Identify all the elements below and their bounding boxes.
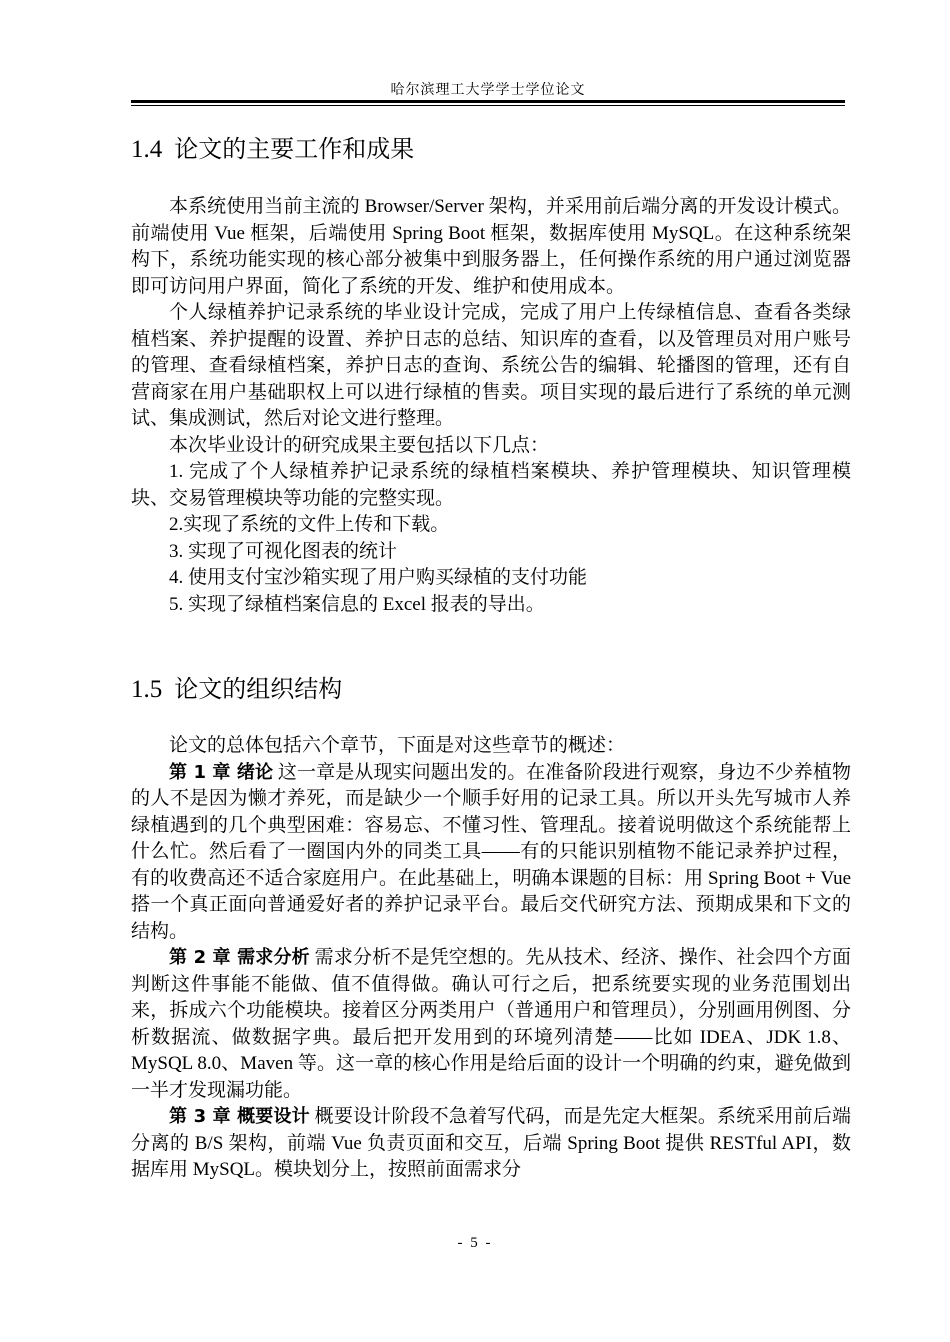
list-item: 1. 完成了个人绿植养护记录系统的绿植档案模块、养护管理模块、知识管理模块、交易管理模块等功能的完整实现。 (131, 461, 851, 509)
section-1-4-body (131, 194, 851, 618)
paragraph: 本系统使用当前主流的 Browser/Server 架构，并采用前后端分离的开发设计模式。前端使用 Vue 框架，后端使用 Spring Boot 框架，数据库使用 MySQL。在这种系统架构下，系统功能实现的核心部分被集中到服务器上，任何操作系统的用户通过浏览器即可访问用户界面，简化了系统的开发、维护和使用成本。 (131, 196, 851, 297)
chapter-text: 需求分析不是凭空想的。先从技术、经济、操作、社会四个方面判断这件事能不能做、值不值得做。确认可行之后，把系统要实现的业务范围划出来，拆成六个功能模块。接着区分两类用户（普通用户和管理员），分别画用例图、分析数据流、做数据字典。最后把开发用到的环境列清楚——比如 IDEA、JDK 1.8、MySQL 8.0、Maven 等。这一章的核心作用是给后面的设计一个明确的约束，避免做到一半才发现漏功能。 (131, 947, 851, 1101)
section-title: 论文的组织结构 (174, 675, 343, 703)
section-number: 1.4 (131, 136, 163, 163)
page-number: - 5 - (457, 1235, 493, 1251)
section-1-5-heading (131, 674, 342, 705)
header-rule-thin (131, 105, 845, 106)
results-list (131, 459, 851, 618)
header-rule-thick (131, 100, 845, 103)
chapter-summary (131, 945, 851, 1104)
running-header: 哈尔滨理工大学学士学位论文 (390, 83, 586, 98)
chapter-summary (131, 760, 851, 946)
list-item: 4. 使用支付宝沙箱实现了用户购买绿植的支付功能 (169, 567, 588, 588)
paragraph: 个人绿植养护记录系统的毕业设计完成，完成了用户上传绿植信息、查看各类绿植档案、养护提醒的设置、养护日志的总结、知识库的查看，以及管理员对用户账号的管理、查看绿植档案，养护日志的查询、系统公告的编辑、轮播图的管理，还有自营商家在用户基础职权上可以进行绿植的售卖。项目实现的最后进行了系统的单元测试、集成测试，然后对论文进行整理。 (131, 302, 851, 429)
paragraph: 本次毕业设计的研究成果主要包括以下几点： (169, 434, 550, 456)
paragraph: 论文的总体包括六个章节，下面是对这些章节的概述： (169, 735, 626, 756)
chapter-label: 第 3 章 概要设计 (169, 1106, 310, 1127)
chapter-summary (131, 1104, 851, 1184)
chapter-text: 概要设计阶段不急着写代码，而是先定大框架。系统采用前后端分离的 B/S 架构，前端 Vue 负责页面和交互，后端 Spring Boot 提供 RESTful API，数据库用 MySQL。模块划分上，按照前面需求分 (131, 1106, 851, 1180)
section-title: 论文的主要工作和成果 (174, 135, 415, 163)
section-1-5-body (131, 733, 851, 1184)
list-item: 2.实现了系统的文件上传和下载。 (169, 514, 450, 535)
chapter-label: 第 1 章 绪论 (169, 761, 274, 783)
section-1-4-heading (131, 134, 414, 165)
chapter-text: 这一章是从现实问题出发的。在准备阶段进行观察，身边不少养植物的人不是因为懒才养死，而是缺少一个顺手好用的记录工具。所以开头先写城市人养绿植遇到的几个典型困难：容易忘、不懂习性、管理乱。接着说明做这个系统能帮上什么忙。然后看了一圈国内外的同类工具——有的只能识别植物不能记录养护过程，有的收费高还不适合家庭用户。在此基础上，明确本课题的目标：用 Spring Boot + Vue 搭一个真正面向普通爱好者的养护记录平台。最后交代研究方法、预期成果和下文的结构。 (131, 761, 851, 942)
chapter-label: 第 2 章 需求分析 (169, 947, 310, 968)
list-item: 5. 实现了绿植档案信息的 Excel 报表的导出。 (169, 593, 545, 615)
section-number: 1.5 (131, 676, 163, 703)
list-item: 3. 实现了可视化图表的统计 (169, 540, 398, 562)
